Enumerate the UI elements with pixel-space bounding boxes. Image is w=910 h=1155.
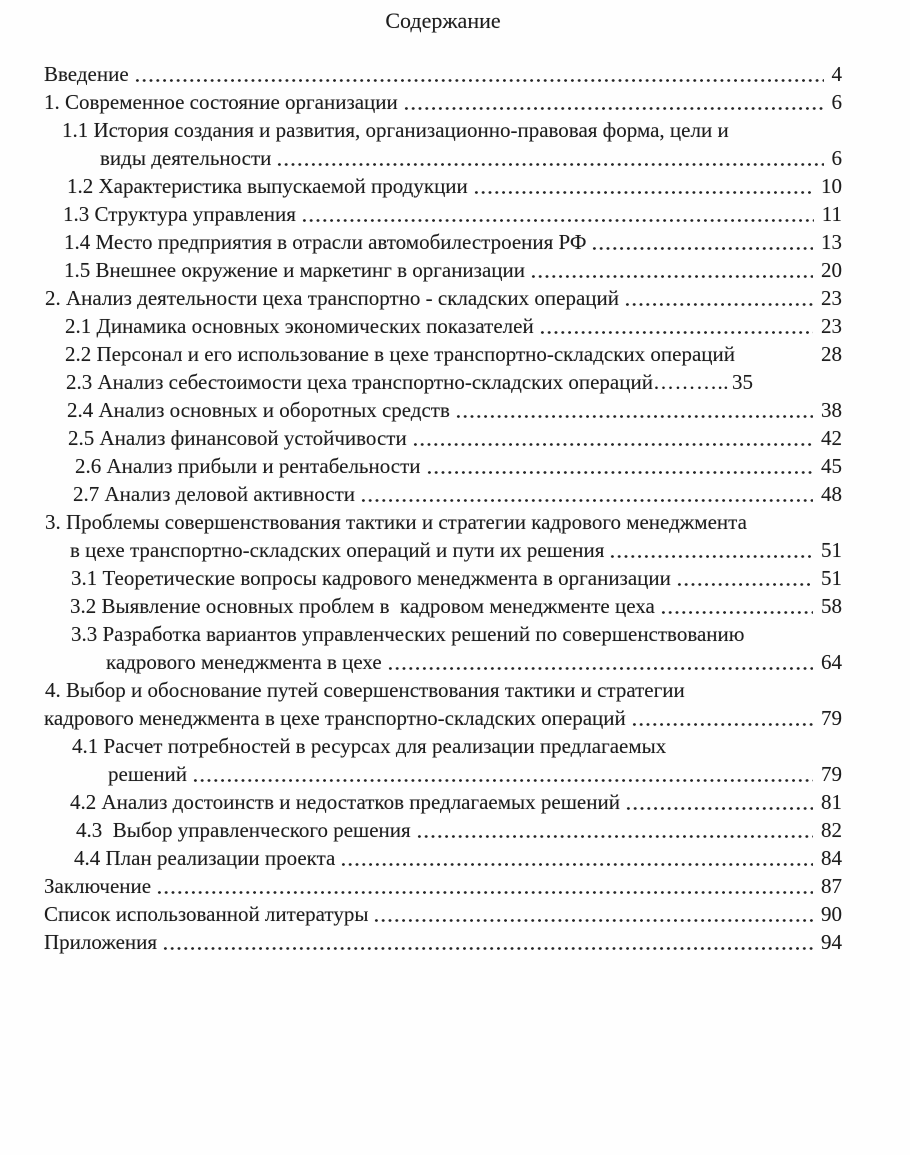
toc-page-number: 64 <box>821 650 842 674</box>
toc-entry <box>44 648 842 676</box>
dot-leader <box>747 508 839 536</box>
dot-leader <box>157 928 818 956</box>
dot-leader <box>620 788 818 816</box>
toc-entry-text: 4.4 План реализации проекта <box>74 846 336 870</box>
dot-leader <box>626 704 818 732</box>
toc-entry <box>44 704 842 732</box>
dot-leader <box>271 144 828 172</box>
dot-leader <box>129 60 829 88</box>
toc-page-number <box>839 116 842 144</box>
toc-manual-dots: ……….. <box>652 370 729 394</box>
toc-page-number: 82 <box>821 818 842 842</box>
toc-entry <box>44 844 842 872</box>
toc-page-number: 90 <box>821 902 842 926</box>
dot-leader <box>735 340 818 368</box>
dot-leader <box>525 256 818 284</box>
toc-entry-text: 3. Проблемы совершенствования тактики и стратегии кадрового менеджмента <box>45 510 747 534</box>
toc-page-number <box>839 508 842 536</box>
dot-leader <box>619 284 818 312</box>
dot-leader <box>655 592 818 620</box>
toc-entry-text: 2.2 Персонал и его использование в цехе транспортно-складских операций <box>65 342 735 366</box>
dot-leader <box>382 648 818 676</box>
toc-page-number: 35 <box>731 370 753 394</box>
toc-page-number: 79 <box>821 706 842 730</box>
toc-entry-text: кадрового менеджмента в цехе транспортно-складских операций <box>44 706 626 730</box>
toc-page-number: 23 <box>821 286 842 310</box>
toc-page-number: 45 <box>821 454 842 478</box>
toc-page-number: 79 <box>821 762 842 786</box>
toc-entry-text: 2.5 Анализ финансовой устойчивости <box>68 426 407 450</box>
dot-leader <box>411 816 818 844</box>
toc-entry-text: 2.6 Анализ прибыли и рентабельности <box>75 454 421 478</box>
toc-page-number: 28 <box>821 342 842 366</box>
dot-leader <box>685 676 839 704</box>
toc-entry-text: 1.3 Структура управления <box>63 202 296 226</box>
toc-page-number: 84 <box>821 846 842 870</box>
toc-entry <box>44 396 842 424</box>
dot-leader <box>421 452 819 480</box>
toc-entry <box>44 536 842 564</box>
toc-entry-text: решений <box>108 762 188 786</box>
toc-page-number: 13 <box>821 230 842 254</box>
toc-entry <box>44 256 842 284</box>
toc-entry <box>44 592 842 620</box>
toc-entry-text: 1. Современное состояние организации <box>44 90 398 114</box>
toc-entry-text: 2.3 Анализ себестоимости цеха транспортно-складских операций <box>66 370 653 394</box>
toc-entry <box>44 508 842 536</box>
toc-entry <box>44 676 842 704</box>
dot-leader <box>368 900 818 928</box>
toc-entry <box>44 928 842 956</box>
toc-entry <box>44 760 842 788</box>
dot-leader <box>534 312 818 340</box>
toc-entry <box>44 620 842 648</box>
toc-entry-text: Заключение <box>44 874 152 898</box>
dot-leader <box>335 844 818 872</box>
toc-page-number: 23 <box>821 314 842 338</box>
toc-entry <box>44 816 842 844</box>
toc-entry-text: 4.3 Выбор управленческого решения <box>76 818 411 842</box>
toc-page-number <box>839 676 842 704</box>
toc-page-number: 94 <box>821 930 842 954</box>
dot-leader <box>586 228 818 256</box>
toc-page-number: 38 <box>821 398 842 422</box>
dot-leader <box>666 732 839 760</box>
toc-entry <box>44 200 842 228</box>
toc-page-number: 6 <box>831 146 842 170</box>
toc-entry-text: Приложения <box>44 930 158 954</box>
toc-page-number: 11 <box>821 202 842 226</box>
toc-entry <box>44 452 842 480</box>
toc-page-number: 51 <box>821 538 842 562</box>
toc-entry-text: 2.7 Анализ деловой активности <box>73 482 355 506</box>
toc-entry <box>44 60 842 88</box>
dot-leader <box>296 200 819 228</box>
toc-entry <box>44 340 842 368</box>
toc-entry-text: кадрового менеджмента в цехе <box>106 650 382 674</box>
toc-entry-text: 4.2 Анализ достоинств и недостатков предлагаемых решений <box>70 790 620 814</box>
toc-entry-text: 3.2 Выявление основных проблем в кадровом менеджменте цеха <box>70 594 655 618</box>
toc-page-number: 42 <box>821 426 842 450</box>
toc-entry-text: виды деятельности <box>100 146 272 170</box>
toc-entry-text: 2.1 Динамика основных экономических показателей <box>65 314 534 338</box>
toc-page-number: 20 <box>821 258 842 282</box>
toc-entry <box>44 228 842 256</box>
toc-page-number: 6 <box>831 90 842 114</box>
page-title: Содержание <box>385 8 501 33</box>
dot-leader <box>187 760 818 788</box>
toc-entry <box>44 900 842 928</box>
toc-entry-text: 4. Выбор и обоснование путей совершенствования тактики и стратегии <box>45 678 685 702</box>
toc-entry <box>44 732 842 760</box>
dot-leader <box>407 424 818 452</box>
dot-leader <box>468 172 818 200</box>
toc-page-number <box>839 620 842 648</box>
toc-page-number: 81 <box>821 790 842 814</box>
toc-page-number: 87 <box>821 874 842 898</box>
toc-entry-text: 3.3 Разработка вариантов управленческих решений по совершенствованию <box>71 622 745 646</box>
dot-leader <box>450 396 818 424</box>
toc-entry <box>44 312 842 340</box>
toc-page-number: 48 <box>821 482 842 506</box>
toc-entry-text: Введение <box>44 62 129 86</box>
toc-entry-text: 2.4 Анализ основных и оборотных средств <box>67 398 450 422</box>
toc-entry <box>44 116 842 144</box>
toc-entry <box>44 284 842 312</box>
toc-list <box>44 60 842 956</box>
toc-page-number: 58 <box>821 594 842 618</box>
toc-entry-text: 1.4 Место предприятия в отрасли автомобилестроения РФ <box>64 230 587 254</box>
dot-leader <box>671 564 818 592</box>
toc-entry <box>44 144 842 172</box>
toc-entry-text: 1.2 Характеристика выпускаемой продукции <box>67 174 468 198</box>
dot-leader <box>744 620 839 648</box>
toc-entry-text: в цехе транспортно-складских операций и пути их решения <box>70 538 605 562</box>
toc-page-number: 10 <box>821 174 842 198</box>
dot-leader <box>604 536 818 564</box>
toc-page-number: 51 <box>821 566 842 590</box>
toc-entry <box>44 872 842 900</box>
toc-entry <box>44 88 842 116</box>
dot-leader <box>151 872 818 900</box>
toc-entry <box>44 480 842 508</box>
toc-page-number: 4 <box>831 62 842 86</box>
toc-entry <box>44 564 842 592</box>
toc-entry <box>44 172 842 200</box>
toc-entry <box>44 424 842 452</box>
toc-page-number <box>839 732 842 760</box>
toc-entry-text: Список использованной литературы <box>44 902 369 926</box>
dot-leader <box>729 116 839 144</box>
toc-entry <box>44 788 842 816</box>
toc-entry-text: 1.1 История создания и развития, организационно-правовая форма, цели и <box>62 118 729 142</box>
toc-entry <box>44 368 842 396</box>
toc-entry-text: 1.5 Внешнее окружение и маркетинг в организации <box>64 258 525 282</box>
toc-entry-text: 4.1 Расчет потребностей в ресурсах для реализации предлагаемых <box>72 734 667 758</box>
toc-entry-text: 3.1 Теоретические вопросы кадрового менеджмента в организации <box>71 566 671 590</box>
toc-entry-text: 2. Анализ деятельности цеха транспортно - складских операций <box>45 286 620 310</box>
dot-leader <box>355 480 818 508</box>
dot-leader <box>398 88 829 116</box>
